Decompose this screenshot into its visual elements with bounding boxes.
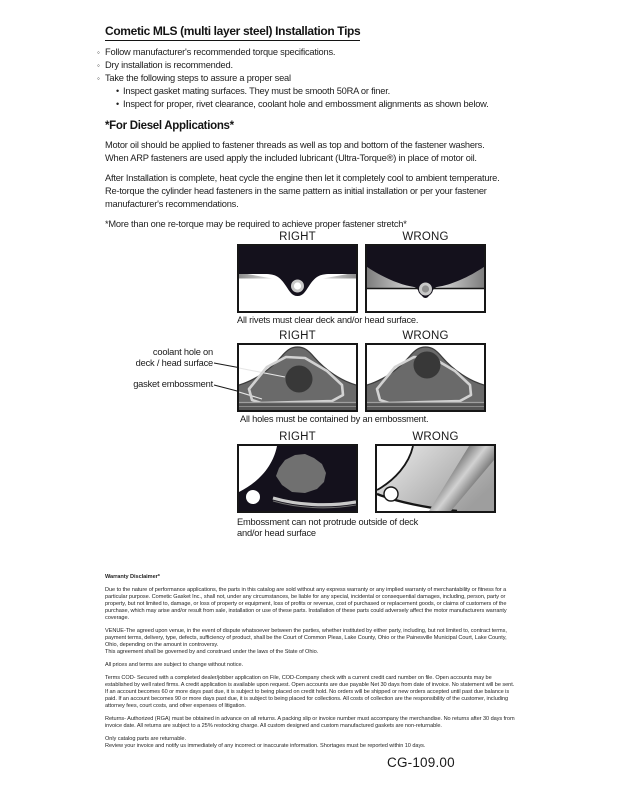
rivet-center <box>294 282 301 289</box>
gasket-embossment-label: gasket embossment <box>133 379 213 389</box>
coolant-hole <box>286 366 313 393</box>
holes-right-diagram <box>237 343 358 412</box>
installation-tips-section <box>97 22 509 231</box>
holes-wrong-label: WRONG <box>402 330 449 342</box>
page-title: Cometic MLS (multi layer steel) Installation Tips <box>105 24 360 41</box>
list-item <box>97 46 509 59</box>
bullet-icon: ◦ <box>97 61 100 70</box>
bullet-icon: • <box>116 99 119 109</box>
caption-line: and/or head surface <box>237 527 316 538</box>
diesel-note: *More than one re-torque may be required to achieve proper fastener stretch* <box>105 219 407 229</box>
coolant-hole <box>414 352 441 379</box>
list-item <box>116 98 509 111</box>
legal-paragraph: VENUE-The agreed upon venue, in the event of dispute whatsoever between the parties, whether instituted by either party, including, but not limited to, contract terms, payment terms, delivery, type, defects, sufficiency of product, shall be the Court of Common Pleas, Lake County, Ohio or the Painesville Municipal Court, Lake County, Ohio, depending on the amount in controversy. <box>105 628 507 648</box>
diesel-applications-heading: *For Diesel Applications* <box>105 120 234 132</box>
holes-right-label: RIGHT <box>279 330 316 342</box>
rivet-interfere-illustration <box>367 246 484 311</box>
diesel-paragraph: After Installation is complete, heat cycle the engine then let it completely cool to ambient temperature. Re-torque the cylinder head fasteners in the same pattern as initial installation or per your fastener manufacturer's recommendations. <box>105 173 500 209</box>
bullet-icon: • <box>116 86 119 96</box>
tip-text: Inspect gasket mating surfaces. They must be smooth 50RA or finer. <box>123 86 390 96</box>
embossment-right-label: RIGHT <box>279 431 316 443</box>
list-item <box>97 72 509 85</box>
holes-caption: All holes must be contained by an embossment. <box>240 414 429 424</box>
rivet-center <box>422 285 429 292</box>
embossment-right-diagram <box>237 444 358 513</box>
legal-paragraph: Returns- Authorized (RGA) must be obtained in advance on all returns. A packing slip or invoice number must accompany the merchandise. No returns after 30 days from invoice date. All returns are subject to a 25% restocking charge. All custom designed and custom manufactured gaskets are non-returnable. <box>105 716 515 729</box>
list-item <box>97 59 509 72</box>
hole-contained-illustration <box>239 345 356 410</box>
rivet-right-diagram <box>237 244 358 313</box>
diesel-paragraph: Motor oil should be applied to fastener threads as well as top and bottom of the fastener washers. When ARP fasteners are used apply the included lubricant (Ultra-Torque®) in place of motor oil. <box>105 140 485 163</box>
embossment-protrude-illustration <box>377 446 494 511</box>
tips-list <box>97 46 509 111</box>
rivet-wrong-label: WRONG <box>402 231 449 243</box>
legal-paragraph: Only catalog parts are returnable. <box>105 736 186 742</box>
embossment-inside-illustration <box>239 446 356 511</box>
bullet-icon: ◦ <box>97 74 100 83</box>
bolt-hole <box>246 490 260 504</box>
legal-paragraph: Terms COD- Secured with a completed dealer/jobber application on File, COD-Company check with a current credit card number on file. Open accounts may be established by well rated firms. A credit application is available upon request. Open accounts are due payable Net 30 days from date of invoice. No statement will be sent. If an account becomes 60 or more days past due, it is subject to being placed on credit hold. No orders will be shipped or new orders accepted until past due balance is paid. If an account becomes 90 or more days past due, it is subject to being placed for collections. All costs of collection are the responsibility of the customer, including attorney fees, court costs, and other expenses of litigation. <box>105 675 515 709</box>
catalog-page-code: CG-109.00 <box>387 755 455 770</box>
label-line: deck / head surface <box>135 358 213 368</box>
rivet-wrong-diagram <box>365 244 486 313</box>
tip-text: Dry installation is recommended. <box>105 60 233 70</box>
embossment-wrong-diagram <box>375 444 496 513</box>
legal-paragraph: Review your invoice and notify us immediately of any incorrect or inaccurate information. Shortages must be reported within 10 days. <box>105 743 426 749</box>
holes-wrong-diagram <box>365 343 486 412</box>
caption-line: Embossment can not protrude outside of deck <box>237 517 419 527</box>
rivet-caption: All rivets must clear deck and/or head surface. <box>237 315 419 325</box>
hole-outside-illustration <box>367 345 484 410</box>
rivet-right-label: RIGHT <box>279 231 316 243</box>
rivet-clear-illustration <box>239 246 356 311</box>
legal-paragraph: All prices and terms are subject to change without notice. <box>105 662 243 668</box>
legal-paragraph: Due to the nature of performance applications, the parts in this catalog are sold without any express warranty or any implied warranty of merchantability or fitness for a particular purpose. Cometic Gasket Inc., shall not, under any circumstances, be liable for any special, incidental or consequential damages, including, person, party or property, but not limited to, damage, or loss of property or equipment, loss of profits or revenue, cost of purchased or replacement goods, or claims of customers of the purchase, which may arise and/or result from sale, installation or use of these parts. Installation of these parts could adversely affect the motor manufacturers warranty coverage. <box>105 587 507 621</box>
embossment-wrong-label: WRONG <box>412 431 459 443</box>
bullet-icon: ◦ <box>97 48 100 57</box>
warranty-heading: Warranty Disclaimer* <box>105 574 160 580</box>
warranty-disclaimer-section <box>105 574 517 750</box>
tip-text: Inspect for proper, rivet clearance, coolant hole and embossment alignments as shown below. <box>123 99 489 109</box>
legal-paragraph: This agreement shall be governed by and construed under the laws of the State of Ohio. <box>105 649 319 655</box>
embossment-caption <box>237 517 467 538</box>
list-item <box>116 85 509 98</box>
tip-text: Take the following steps to assure a proper seal <box>105 73 291 83</box>
coolant-hole-label <box>110 347 213 369</box>
tip-text: Follow manufacturer's recommended torque specifications. <box>105 47 336 57</box>
bolt-hole <box>384 487 398 501</box>
label-line: coolant hole on <box>152 347 213 357</box>
